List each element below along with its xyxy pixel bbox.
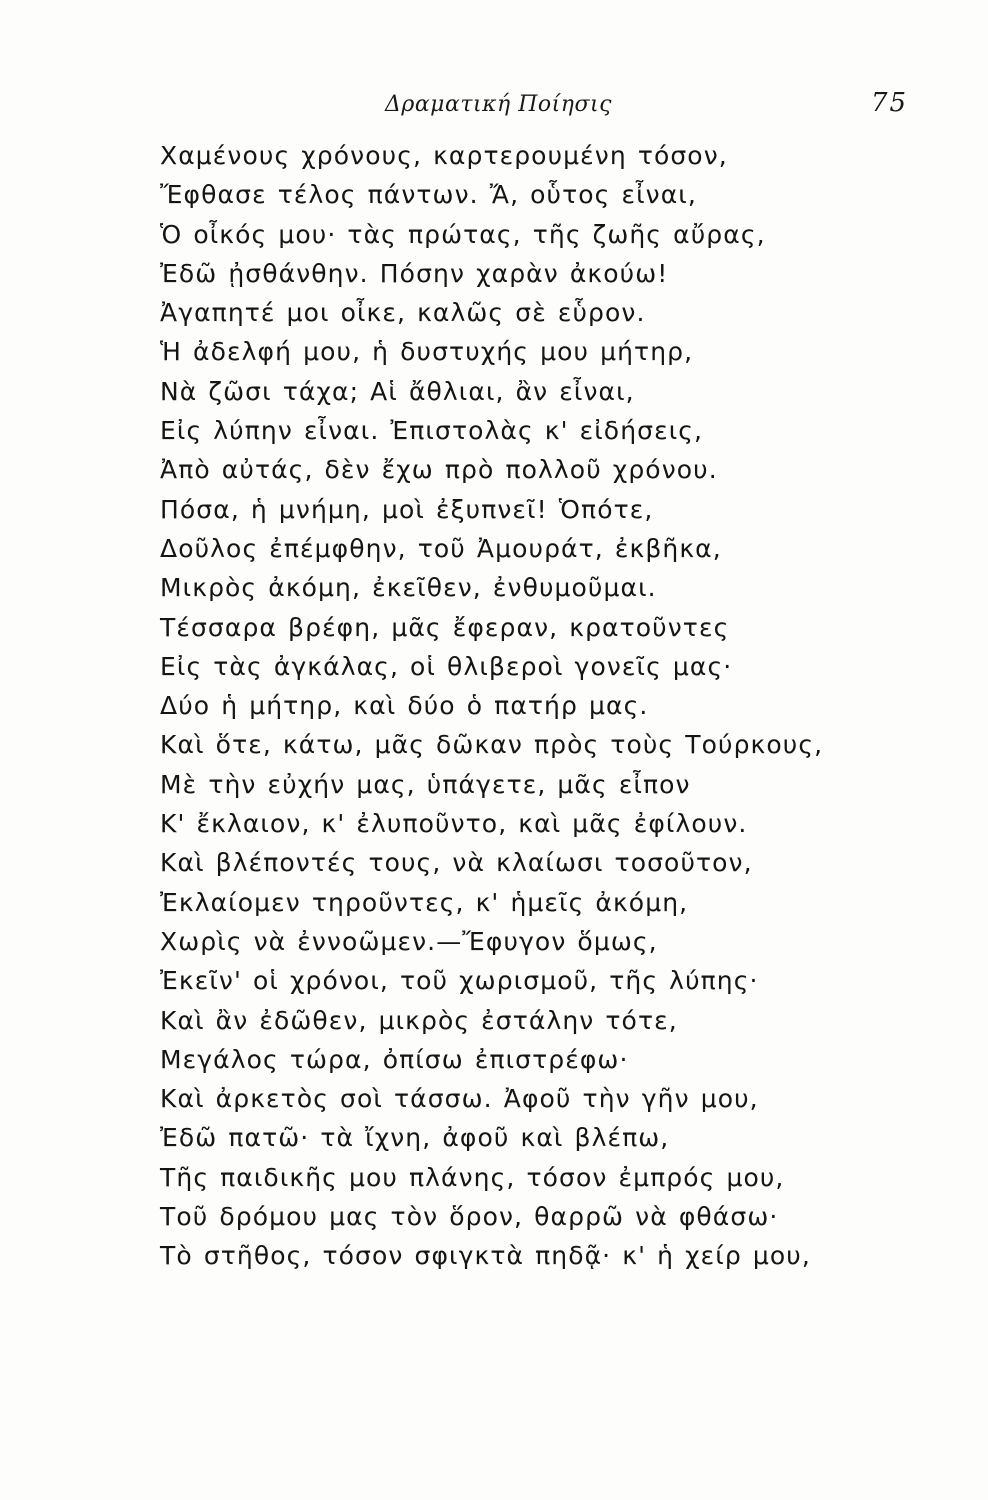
verse-line-3: Ὁ οἶκός μου· τὰς πρώτας, τῆς ζωῆς αὔρας, xyxy=(160,219,766,249)
verse-line-9: Ἀπὸ αὐτάς, δὲν ἔχω πρὸ πολλοῦ χρόνου. xyxy=(160,455,718,485)
verse-line-8: Εἰς λύπην εἶναι. Ἐπιστολὰς κ' εἰδήσεις, xyxy=(160,416,704,446)
page-number: 75 xyxy=(871,88,909,118)
verse-line-16: Καὶ ὅτε, κάτω, μᾶς δῶκαν πρὸς τοὺς Τούρκους, xyxy=(160,730,824,760)
verse-line-20: Ἐκλαίομεν τηροῦντες, κ' ἡμεῖς ἀκόμη, xyxy=(160,887,689,917)
verse-line-22: Ἐκεῖν' οἱ χρόνοι, τοῦ χωρισμοῦ, τῆς λύπης· xyxy=(160,966,759,996)
verse-line-27: Τῆς παιδικῆς μου πλάνης, τόσον ἐμπρός μου, xyxy=(160,1162,785,1192)
verse-line-4: Ἐδῶ ᾐσθάνθην. Πόσην χαρὰν ἀκούω! xyxy=(160,258,669,288)
poem-text xyxy=(160,136,824,1276)
verse-line-25: Καὶ ἀρκετὸς σοὶ τάσσω. Ἀφοῦ τὴν γῆν μου, xyxy=(160,1084,759,1114)
verse-line-14: Εἰς τὰς ἀγκάλας, οἱ θλιβεροὶ γονεῖς μας· xyxy=(160,651,733,681)
verse-line-23: Καὶ ἂν ἐδῶθεν, μικρὸς ἐστάλην τότε, xyxy=(160,1005,678,1035)
verse-line-24: Μεγάλος τώρα, ὀπίσω ἐπιστρέφω· xyxy=(160,1044,629,1074)
verse-line-6: Ἡ ἀδελφή μου, ἡ δυστυχής μου μήτηρ, xyxy=(160,337,694,367)
verse-line-12: Μικρὸς ἀκόμη, ἐκεῖθεν, ἐνθυμοῦμαι. xyxy=(160,573,657,603)
verse-line-17: Μὲ τὴν εὐχήν μας, ὑπάγετε, μᾶς εἶπον xyxy=(160,769,691,799)
verse-line-21: Χωρὶς νὰ ἐννοῶμεν.—Ἔφυγον ὅμως, xyxy=(160,926,658,956)
verse-line-29: Τὸ στῆθος, τόσον σφιγκτὰ πηδᾷ· κ' ἡ χείρ μου, xyxy=(160,1241,811,1271)
verse-line-26: Ἐδῶ πατῶ· τὰ ἴχνη, ἀφοῦ καὶ βλέπω, xyxy=(160,1123,670,1153)
verse-line-28: Τοῦ δρόμου μας τὸν ὅρον, θαρρῶ νὰ φθάσω· xyxy=(160,1202,779,1232)
running-head: Δραματική Ποίησις xyxy=(385,92,612,117)
verse-line-2: Ἔφθασε τέλος πάντων. Ἄ, οὗτος εἶναι, xyxy=(160,180,697,210)
verse-line-1: Χαμένους χρόνους, καρτερουμένη τόσον, xyxy=(160,141,728,170)
verse-line-18: Κ' ἔκλαιον, κ' ἐλυποῦντο, καὶ μᾶς ἐφίλουν. xyxy=(160,809,748,839)
verse-line-13: Τέσσαρα βρέφη, μᾶς ἔφεραν, κρατοῦντες xyxy=(160,612,730,642)
verse-line-15: Δύο ἡ μήτηρ, καὶ δύο ὁ πατήρ μας. xyxy=(160,691,649,721)
verse-line-10: Πόσα, ἡ μνήμη, μοὶ ἐξυπνεῖ! Ὁπότε, xyxy=(160,494,654,524)
verse-line-5: Ἀγαπητέ μοι οἶκε, καλῶς σὲ εὗρον. xyxy=(160,298,646,328)
verse-line-7: Νὰ ζῶσι τάχα; Αἱ ἄθλιαι, ἂν εἶναι, xyxy=(160,376,635,406)
verse-line-19: Καὶ βλέποντές τους, νὰ κλαίωσι τοσοῦτον, xyxy=(160,848,753,878)
verse-line-11: Δοῦλος ἐπέμφθην, τοῦ Ἀμουράτ, ἐκβῆκα, xyxy=(160,533,722,563)
